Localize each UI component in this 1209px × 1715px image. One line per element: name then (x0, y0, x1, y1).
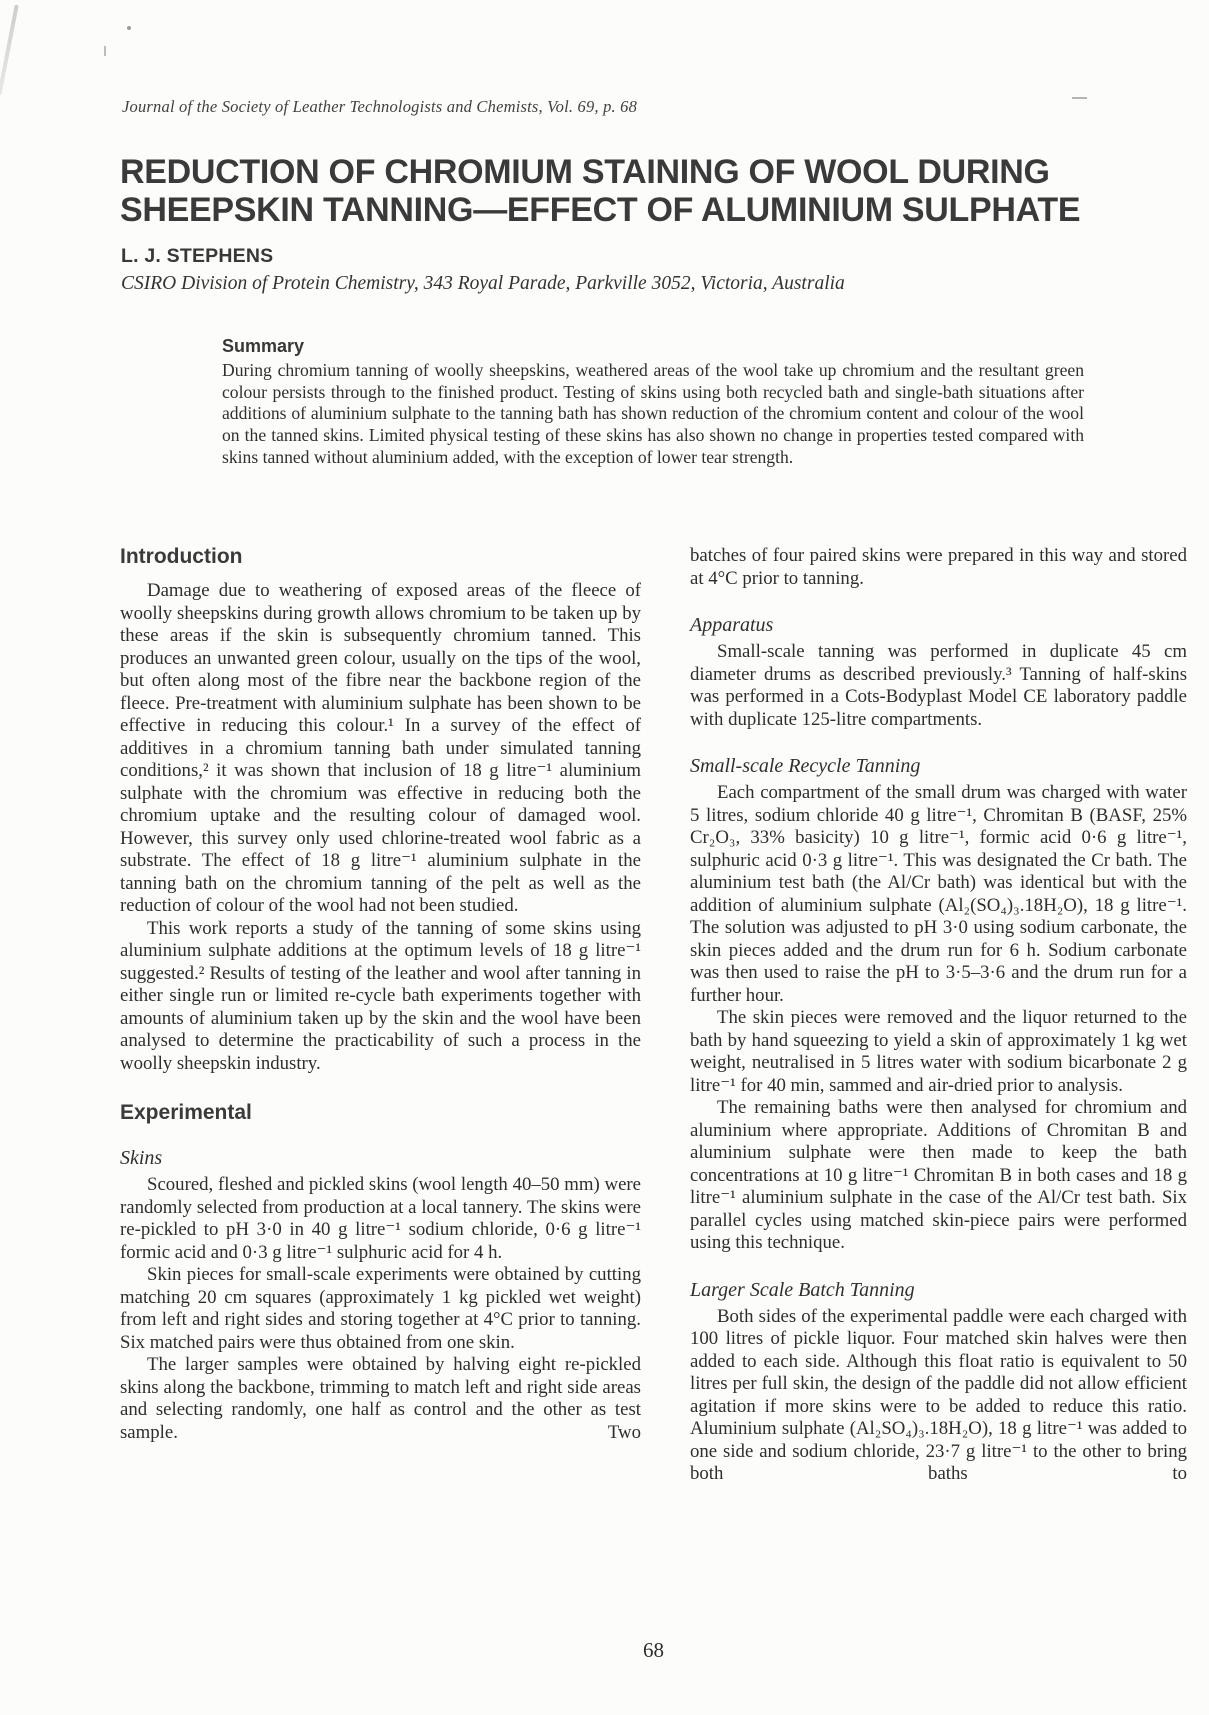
scan-edge-mark-artifact (1072, 97, 1087, 99)
recycle-tanning-subheading: Small-scale Recycle Tanning (690, 755, 921, 777)
introduction-paragraph-1: Damage due to weathering of exposed areas of the fleece of woolly sheepskins during growth allows chromium to be taken up by these areas if the skin is subsequently chromium tanned. This produces an unwanted green colour, usually on the tips of the wool, but often along most of the fibre near the backbone region of the fleece. Pre-treatment with aluminium sulphate has been shown to be effective in reducing this colour.¹ In a survey of the effect of additives in a chromium tanning bath under simulated tanning conditions,² it was shown that inclusion of 18 g litre⁻¹ aluminium sulphate with the chromium was effective in reducing both the chromium uptake and the resulting colour of damaged wool. However, this survey only used chlorine-treated wool fabric as a substrate. The effect of 18 g litre⁻¹ aluminium sulphate in the tanning bath on the chromium tanning of the pelt as well as the reduction of colour of the wool had not been studied. (120, 580, 641, 916)
skins-paragraph-2: Skin pieces for small-scale experiments were obtained by cutting matching 20 cm squares (approximately 1 kg pickled wet weight) from left and right sides and storing together at 4°C prior to tanning. Six matched pairs were thus obtained from one skin. (120, 1264, 641, 1353)
author-affiliation: CSIRO Division of Protein Chemistry, 343 Royal Parade, Parkville 3052, Victoria, Australia (121, 273, 845, 294)
apparatus-subheading: Apparatus (690, 614, 774, 636)
left-column (120, 545, 641, 1444)
introduction-heading: Introduction (120, 545, 243, 568)
author-name: L. J. STEPHENS (121, 245, 274, 267)
introduction-paragraph-2: This work reports a study of the tanning of some skins using aluminium sulphate additions at the optimum levels of 18 g litre⁻¹ suggested.² Results of testing of the leather and wool after tanning in either single run or limited re-cycle bath experiments together with amounts of aluminium taken up by the skin and the wool have been analysed to determine the practicability of such a process in the woolly sheepskin industry. (120, 917, 641, 1074)
skins-paragraph-1: Scoured, fleshed and pickled skins (wool length 40–50 mm) were randomly selected from production at a local tannery. The skins were re-pickled to pH 3·0 in 40 g litre⁻¹ sodium chloride, 0·6 g litre⁻¹ formic acid and 0·3 g litre⁻¹ sulphuric acid for 4 h. (120, 1174, 641, 1263)
scan-corner-artifact (0, 4, 19, 95)
experimental-heading: Experimental (120, 1101, 252, 1124)
batch-paragraph-1: Both sides of the experimental paddle were each charged with 100 litres of pickle liquor. Four matched skin halves were then added to each side. Although this float ratio is equivalent to 50 litres per full skin, the design of the paddle did not allow efficient agitation if more skins were to be added to reduce this ratio. Aluminium sulphate (Al₂SO₄)₃.18H₂O), 18 g litre⁻¹ was added to one side and sodium chloride, 23·7 g litre⁻¹ to the other to bring both baths to (690, 1305, 1187, 1484)
recycle-paragraph-2: The skin pieces were removed and the liquor returned to the bath by hand squeezing to yield a skin of approximately 1 kg wet weight, neutralised in 5 litres water with sodium bicarbonate 2 g litre⁻¹ for 40 min, sammed and air-dried prior to analysis. (690, 1007, 1187, 1096)
apparatus-paragraph-1: Small-scale tanning was performed in duplicate 45 cm diameter drums as described previously.³ Tanning of half-skins was performed in a Cots-Bodyplast Model CE laboratory paddle with duplicate 125-litre compartments. (690, 641, 1187, 730)
recycle-paragraph-3: The remaining baths were then analysed for chromium and aluminium where appropriate. Additions of Chromitan B and aluminium sulphate were then made to keep the bath concentrations at 10 g litre⁻¹ Chromitan B in both cases and 18 g litre⁻¹ aluminium sulphate in the case of the Al/Cr test bath. Six parallel cycles using matched skin-piece pairs were performed using this technique. (690, 1097, 1187, 1253)
scan-dash-artifact (104, 46, 106, 56)
page-number: 68 (643, 1638, 664, 1662)
right-column (690, 545, 1187, 1486)
continuation-paragraph: batches of four paired skins were prepared in this way and stored at 4°C prior to tanning. (690, 545, 1187, 589)
summary-heading: Summary (222, 336, 305, 356)
paper-title (120, 153, 1140, 229)
paper-title-line-1: REDUCTION OF CHROMIUM STAINING OF WOOL DURING (120, 153, 1050, 191)
scan-speck-artifact (127, 26, 131, 30)
summary-text: During chromium tanning of woolly sheepskins, weathered areas of the wool take up chromium and the resultant green colour persists through to the finished product. Testing of skins using both recycled bath and single-bath situations after additions of aluminium sulphate to the tanning bath has shown reduction of the chromium content and colour of the wool on the tanned skins. Limited physical testing of these skins has also shown no change in properties tested compared with skins tanned without aluminium added, with the exception of lower tear strength. (222, 360, 1084, 467)
journal-citation-line: Journal of the Society of Leather Technologists and Chemists, Vol. 69, p. 68 (122, 97, 638, 116)
summary-block (222, 336, 1084, 469)
skins-paragraph-3: The larger samples were obtained by halving eight re-pickled skins along the backbone, trimming to match left and right side areas and selecting randomly, one half as control and the other as test sample. Two (120, 1354, 641, 1443)
paper-title-line-2: SHEEPSKIN TANNING—EFFECT OF ALUMINIUM SULPHATE (120, 191, 1081, 229)
batch-tanning-subheading: Larger Scale Batch Tanning (690, 1278, 915, 1301)
skins-subheading: Skins (120, 1147, 163, 1169)
recycle-paragraph-1: Each compartment of the small drum was charged with water 5 litres, sodium chloride 40 g litre⁻¹, Chromitan B (BASF, 25% Cr₂O₃, 33% basicity) 10 g litre⁻¹, formic acid 0·6 g litre⁻¹, sulphuric acid 0·3 g litre⁻¹. This was designated the Cr bath. The aluminium test bath (the Al/Cr bath) was identical but with the addition of aluminium sulphate (Al₂(SO₄)₃.18H₂O), 18 g litre⁻¹. The solution was adjusted to pH 3·0 using sodium carbonate, the skin pieces added and the drum run for 6 h. Sodium carbonate was then used to raise the pH to 3·5–3·6 and the drum run for a further hour. (690, 782, 1187, 1006)
